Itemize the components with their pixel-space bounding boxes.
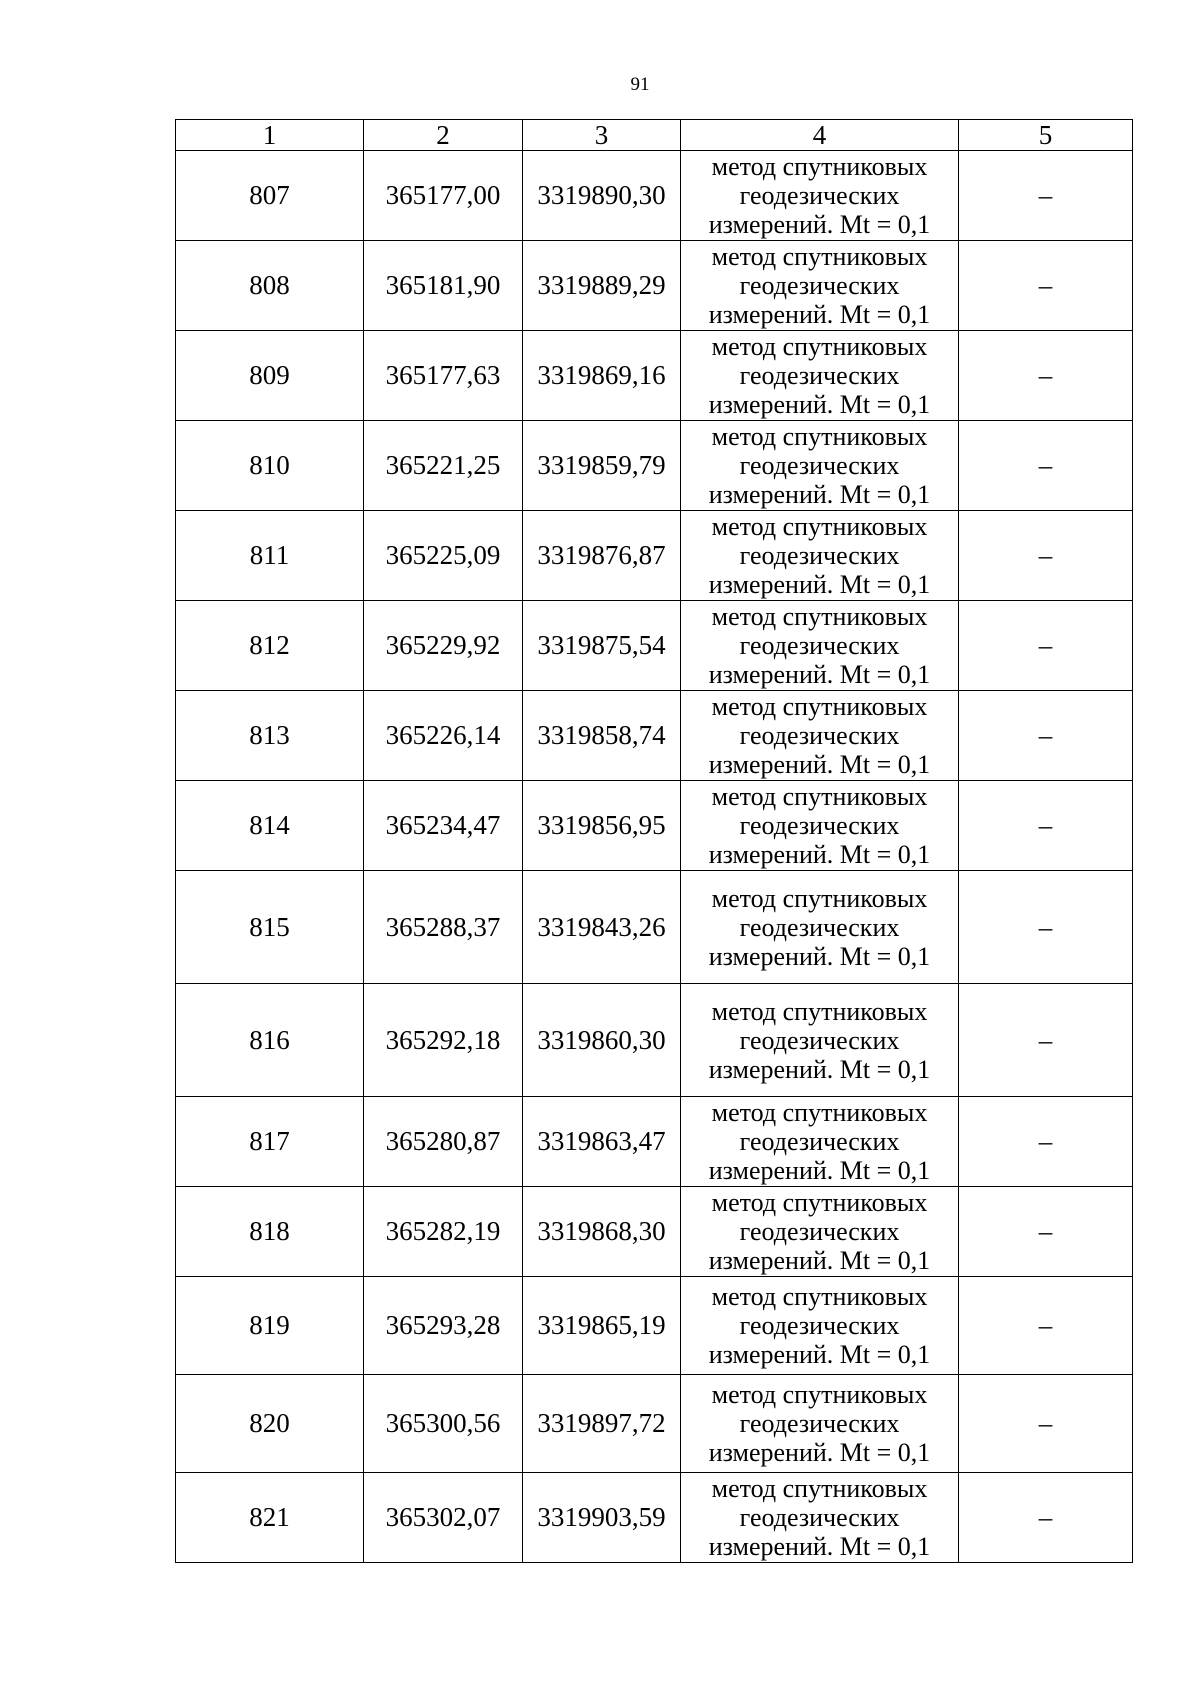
x-coordinate-cell: 365226,14 bbox=[364, 691, 523, 781]
table-row bbox=[176, 871, 1133, 984]
table-row bbox=[176, 421, 1133, 511]
x-coordinate-cell: 365177,00 bbox=[364, 151, 523, 241]
x-coordinate-cell: 365234,47 bbox=[364, 781, 523, 871]
method-cell: метод спутниковых геодезических измерений. Mt = 0,1 bbox=[681, 421, 959, 511]
note-cell: – bbox=[959, 1097, 1133, 1187]
table-row bbox=[176, 984, 1133, 1097]
y-coordinate-cell: 3319876,87 bbox=[523, 511, 681, 601]
y-coordinate-cell: 3319863,47 bbox=[523, 1097, 681, 1187]
point-number-cell: 812 bbox=[176, 601, 364, 691]
y-coordinate-cell: 3319843,26 bbox=[523, 871, 681, 984]
x-coordinate-cell: 365282,19 bbox=[364, 1187, 523, 1277]
point-number-cell: 820 bbox=[176, 1375, 364, 1473]
x-coordinate-cell: 365181,90 bbox=[364, 241, 523, 331]
point-number-cell: 809 bbox=[176, 331, 364, 421]
table-row bbox=[176, 1375, 1133, 1473]
y-coordinate-cell: 3319865,19 bbox=[523, 1277, 681, 1375]
y-coordinate-cell: 3319869,16 bbox=[523, 331, 681, 421]
point-number-cell: 814 bbox=[176, 781, 364, 871]
point-number-cell: 808 bbox=[176, 241, 364, 331]
note-cell: – bbox=[959, 1473, 1133, 1563]
x-coordinate-cell: 365292,18 bbox=[364, 984, 523, 1097]
column-header-3: 3 bbox=[523, 120, 681, 151]
method-cell: метод спутниковых геодезических измерений. Mt = 0,1 bbox=[681, 241, 959, 331]
point-number-cell: 818 bbox=[176, 1187, 364, 1277]
x-coordinate-cell: 365177,63 bbox=[364, 331, 523, 421]
method-cell: метод спутниковых геодезических измерений. Mt = 0,1 bbox=[681, 1187, 959, 1277]
table-row bbox=[176, 1187, 1133, 1277]
coordinates-table-container bbox=[175, 119, 1132, 1563]
table-row bbox=[176, 781, 1133, 871]
point-number-cell: 817 bbox=[176, 1097, 364, 1187]
note-cell: – bbox=[959, 1187, 1133, 1277]
method-cell: метод спутниковых геодезических измерений. Mt = 0,1 bbox=[681, 601, 959, 691]
point-number-cell: 807 bbox=[176, 151, 364, 241]
method-cell: метод спутниковых геодезических измерений. Mt = 0,1 bbox=[681, 151, 959, 241]
y-coordinate-cell: 3319858,74 bbox=[523, 691, 681, 781]
note-cell: – bbox=[959, 871, 1133, 984]
method-cell: метод спутниковых геодезических измерений. Mt = 0,1 bbox=[681, 331, 959, 421]
method-cell: метод спутниковых геодезических измерений. Mt = 0,1 bbox=[681, 691, 959, 781]
note-cell: – bbox=[959, 601, 1133, 691]
point-number-cell: 815 bbox=[176, 871, 364, 984]
method-cell: метод спутниковых геодезических измерений. Mt = 0,1 bbox=[681, 1277, 959, 1375]
column-header-5: 5 bbox=[959, 120, 1133, 151]
x-coordinate-cell: 365300,56 bbox=[364, 1375, 523, 1473]
page-number: 91 bbox=[630, 74, 650, 95]
table-header-row bbox=[176, 120, 1133, 151]
note-cell: – bbox=[959, 331, 1133, 421]
point-number-cell: 811 bbox=[176, 511, 364, 601]
note-cell: – bbox=[959, 241, 1133, 331]
method-cell: метод спутниковых геодезических измерений. Mt = 0,1 bbox=[681, 1473, 959, 1563]
table-row bbox=[176, 1277, 1133, 1375]
x-coordinate-cell: 365229,92 bbox=[364, 601, 523, 691]
note-cell: – bbox=[959, 421, 1133, 511]
note-cell: – bbox=[959, 984, 1133, 1097]
table-row bbox=[176, 511, 1133, 601]
y-coordinate-cell: 3319859,79 bbox=[523, 421, 681, 511]
column-header-2: 2 bbox=[364, 120, 523, 151]
method-cell: метод спутниковых геодезических измерений. Mt = 0,1 bbox=[681, 511, 959, 601]
x-coordinate-cell: 365293,28 bbox=[364, 1277, 523, 1375]
method-cell: метод спутниковых геодезических измерений. Mt = 0,1 bbox=[681, 781, 959, 871]
table-row bbox=[176, 241, 1133, 331]
note-cell: – bbox=[959, 511, 1133, 601]
y-coordinate-cell: 3319903,59 bbox=[523, 1473, 681, 1563]
column-header-4: 4 bbox=[681, 120, 959, 151]
y-coordinate-cell: 3319897,72 bbox=[523, 1375, 681, 1473]
y-coordinate-cell: 3319868,30 bbox=[523, 1187, 681, 1277]
point-number-cell: 821 bbox=[176, 1473, 364, 1563]
table-row bbox=[176, 1473, 1133, 1563]
point-number-cell: 810 bbox=[176, 421, 364, 511]
y-coordinate-cell: 3319856,95 bbox=[523, 781, 681, 871]
point-number-cell: 813 bbox=[176, 691, 364, 781]
y-coordinate-cell: 3319860,30 bbox=[523, 984, 681, 1097]
y-coordinate-cell: 3319875,54 bbox=[523, 601, 681, 691]
coordinates-table bbox=[175, 119, 1133, 1563]
point-number-cell: 819 bbox=[176, 1277, 364, 1375]
note-cell: – bbox=[959, 1277, 1133, 1375]
note-cell: – bbox=[959, 691, 1133, 781]
table-row bbox=[176, 151, 1133, 241]
note-cell: – bbox=[959, 151, 1133, 241]
table-body bbox=[176, 151, 1133, 1563]
table-row bbox=[176, 1097, 1133, 1187]
x-coordinate-cell: 365288,37 bbox=[364, 871, 523, 984]
column-header-1: 1 bbox=[176, 120, 364, 151]
note-cell: – bbox=[959, 1375, 1133, 1473]
point-number-cell: 816 bbox=[176, 984, 364, 1097]
x-coordinate-cell: 365221,25 bbox=[364, 421, 523, 511]
x-coordinate-cell: 365302,07 bbox=[364, 1473, 523, 1563]
x-coordinate-cell: 365280,87 bbox=[364, 1097, 523, 1187]
y-coordinate-cell: 3319889,29 bbox=[523, 241, 681, 331]
table-row bbox=[176, 331, 1133, 421]
method-cell: метод спутниковых геодезических измерений. Mt = 0,1 bbox=[681, 984, 959, 1097]
method-cell: метод спутниковых геодезических измерений. Mt = 0,1 bbox=[681, 1097, 959, 1187]
table-row bbox=[176, 601, 1133, 691]
x-coordinate-cell: 365225,09 bbox=[364, 511, 523, 601]
table-row bbox=[176, 691, 1133, 781]
method-cell: метод спутниковых геодезических измерений. Mt = 0,1 bbox=[681, 871, 959, 984]
note-cell: – bbox=[959, 781, 1133, 871]
method-cell: метод спутниковых геодезических измерений. Mt = 0,1 bbox=[681, 1375, 959, 1473]
y-coordinate-cell: 3319890,30 bbox=[523, 151, 681, 241]
